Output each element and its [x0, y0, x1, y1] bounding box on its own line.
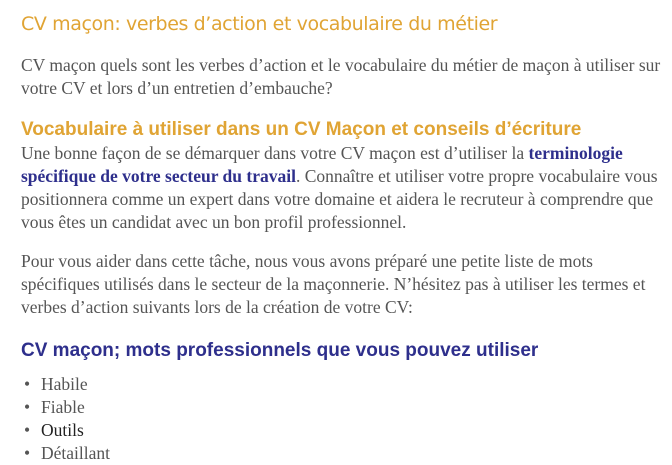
list-item: [21, 442, 672, 465]
list-item-label: Outils: [41, 420, 84, 440]
vocabulary-text-before: Une bonne façon de se démarquer dans votre CV maçon est d’utiliser la: [21, 143, 529, 163]
section-heading-professional-words: CV maçon; mots professionnels que vous pouvez utiliser: [21, 340, 539, 361]
list-item-label: Fiable: [41, 397, 85, 417]
list-item: [21, 396, 672, 419]
intro-paragraph: CV maçon quels sont les verbes d’action et le vocabulaire du métier de maçon à utiliser sur votre CV et lors d’un entretien d’embauche?: [21, 55, 661, 98]
professional-words-list: [21, 373, 672, 465]
list-item: [21, 373, 672, 396]
list-item-label: Détaillant: [41, 443, 111, 463]
help-paragraph: Pour vous aider dans cette tâche, nous vous avons préparé une petite liste de mots spécifiques utilisés dans le secteur de la maçonnerie. N’hésitez pas à utiliser les termes et verbes d’action suivants lors de la création de votre CV:: [21, 251, 646, 317]
bullet-icon: •: [24, 443, 31, 463]
terminology-highlight: terminologie spécifique de votre secteur du travail: [21, 143, 623, 186]
article: [21, 0, 672, 465]
bullet-icon: •: [24, 397, 31, 417]
list-item: [21, 419, 672, 442]
bullet-icon: •: [24, 374, 31, 394]
vocabulary-text-after: . Connaître et utiliser votre propre vocabulaire vous positionnera comme un expert dans votre domaine et aidera le recruteur à comprendre que vous êtes un candidat avec un bon profil professionnel.: [21, 166, 658, 232]
list-item-label: Habile: [41, 374, 88, 394]
section-heading-vocabulary: Vocabulaire à utiliser dans un CV Maçon et conseils d’écriture: [21, 119, 582, 140]
page-title: CV maçon: verbes d’action et vocabulaire du métier: [21, 13, 498, 35]
bullet-icon: •: [24, 420, 31, 440]
vocabulary-paragraph: [21, 142, 672, 234]
